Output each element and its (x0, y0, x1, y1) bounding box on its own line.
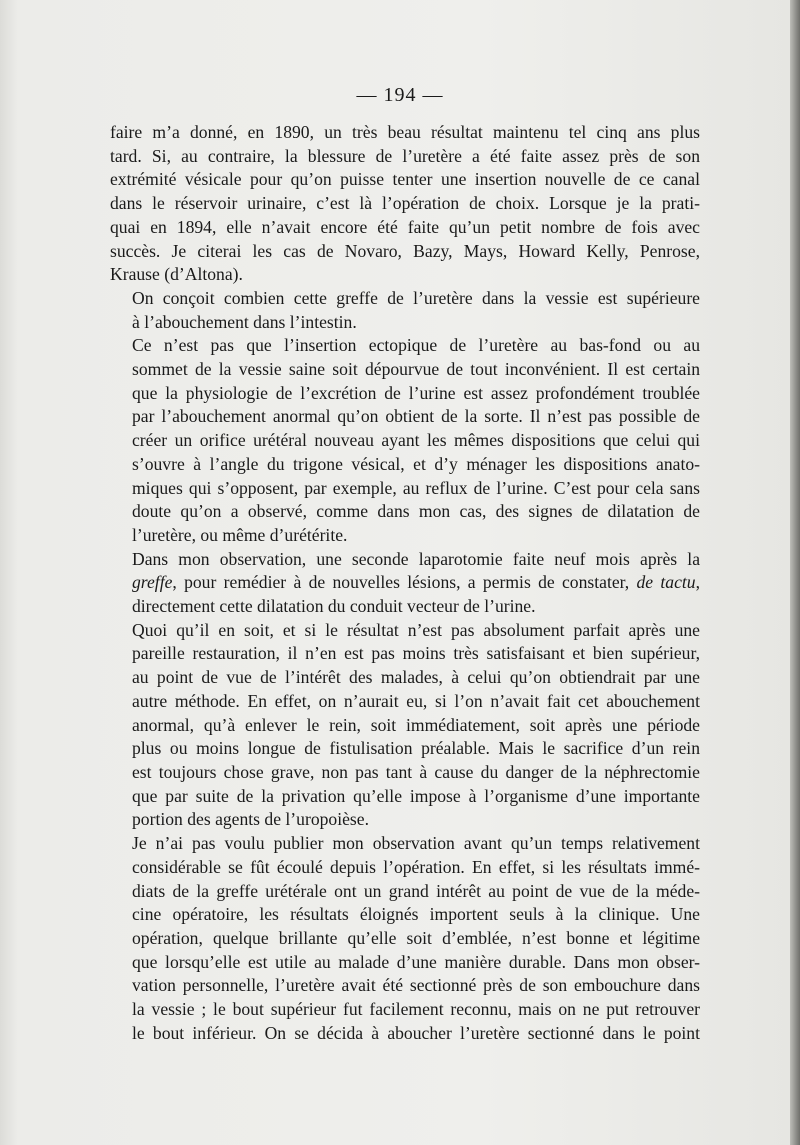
text-line: s’ouvre à l’angle du trigone vésical, et d’y ménager les dispositions anato- (132, 453, 700, 474)
italic-term: greffe (132, 572, 173, 593)
italic-term: de tactu (636, 572, 696, 593)
text-line: portion des agents de l’uropoièse. (132, 809, 369, 830)
body-text (110, 121, 700, 1045)
paragraph-1 (110, 121, 700, 287)
text-line: considérable se fût écoulé depuis l’opération. En effet, si les résultats immé- (132, 856, 700, 877)
page-edge-shadow (790, 0, 800, 1145)
text-line: On conçoit combien cette greffe de l’uretère dans la vessie est supérieure (132, 287, 700, 308)
text-line: que la physiologie de l’excrétion de l’urine est assez profondément troublée (132, 382, 700, 403)
paragraph-5 (110, 619, 700, 832)
text-line: que par suite de la privation qu’elle impose à l’organisme d’une importante (132, 785, 700, 806)
text-line: Krause (d’Altona). (110, 264, 243, 285)
text-line: Quoi qu’il en soit, et si le résultat n’est pas absolument parfait après une (132, 619, 700, 640)
text-line: plus ou moins longue de fistulisation préalable. Mais le sacrifice d’un rein (132, 738, 700, 759)
text-line: doute qu’on a observé, comme dans mon cas, des signes de dilatation de (132, 501, 700, 522)
text-line: directement cette dilatation du conduit vecteur de l’urine. (132, 596, 536, 617)
text-line: créer un orifice urétéral nouveau ayant les mêmes dispositions que celui qui (132, 430, 700, 451)
text-line: pareille restauration, il n’en est pas moins très satisfaisant et bien supérieur, (132, 643, 700, 664)
text-line: au point de vue de l’intérêt des malades, à celui qu’on obtiendrait par une (132, 667, 700, 688)
text-line: que lorsqu’elle est utile au malade d’une manière durable. Dans mon obser- (132, 951, 700, 972)
text-line: diats de la greffe urétérale ont un grand intérêt au point de vue de la méde- (132, 880, 700, 901)
text-line: anormal, qu’à enlever le rein, soit immédiatement, soit après une période (132, 714, 700, 735)
text-line: l’uretère, ou même d’urétérite. (132, 524, 348, 545)
page-number: — 194 — (356, 84, 444, 106)
text-line: extrémité vésicale pour qu’on puisse tenter une insertion nouvelle de ce canal (110, 169, 700, 190)
paragraph-3 (110, 334, 700, 547)
text-line: vation personnelle, l’uretère avait été sectionné près de son embouchure dans (132, 975, 700, 996)
text-line-italic: greffe, pour remédier à de nouvelles lésions, a permis de constater, de tactu, (132, 572, 700, 593)
text-line: sommet de la vessie saine soit dépourvue de tout inconvénient. Il est certain (132, 359, 700, 380)
text-line: la vessie ; le bout supérieur fut facilement reconnu, mais on ne put retrouver (132, 999, 700, 1020)
text-line: Ce n’est pas que l’insertion ectopique de l’uretère au bas-fond ou au (132, 335, 700, 356)
paragraph-4 (110, 548, 700, 619)
text-line: quai en 1894, elle n’avait encore été faite qu’un petit nombre de fois avec (110, 216, 700, 237)
text-line: le bout inférieur. On se décida à aboucher l’uretère sectionné dans le point (132, 1022, 700, 1043)
text-line: succès. Je citerai les cas de Novaro, Bazy, Mays, Howard Kelly, Penrose, (110, 240, 700, 261)
paragraph-2 (110, 287, 700, 334)
text-line: à l’abouchement dans l’intestin. (132, 311, 357, 332)
text-line: est toujours chose grave, non pas tant à cause du danger de la néphrectomie (132, 761, 700, 782)
text-line: Je n’ai pas voulu publier mon observation avant qu’un temps relativement (132, 833, 700, 854)
paragraph-6 (110, 832, 700, 1045)
text-line: opération, quelque brillante qu’elle soit d’emblée, n’est bonne et légitime (132, 927, 700, 948)
text-line: cine opératoire, les résultats éloignés importent seuls à la clinique. Une (132, 904, 700, 925)
text-line: tard. Si, au contraire, la blessure de l’uretère a été faite assez près de son (110, 145, 700, 166)
text-line: autre méthode. En effet, on n’aurait eu, si l’on n’avait fait cet abouchement (132, 690, 700, 711)
text-line: miques qui s’opposent, par exemple, au reflux de l’urine. C’est pour cela sans (132, 477, 700, 498)
text-line: faire m’a donné, en 1890, un très beau résultat maintenu tel cinq ans plus (110, 122, 700, 142)
text-line: par l’abouchement anormal qu’on obtient de la sorte. Il n’est pas possible de (132, 406, 700, 427)
text-line: Dans mon observation, une seconde laparotomie faite neuf mois après la (132, 548, 700, 569)
text-line: dans le réservoir urinaire, c’est là l’opération de choix. Lorsque je la prati- (110, 193, 700, 214)
